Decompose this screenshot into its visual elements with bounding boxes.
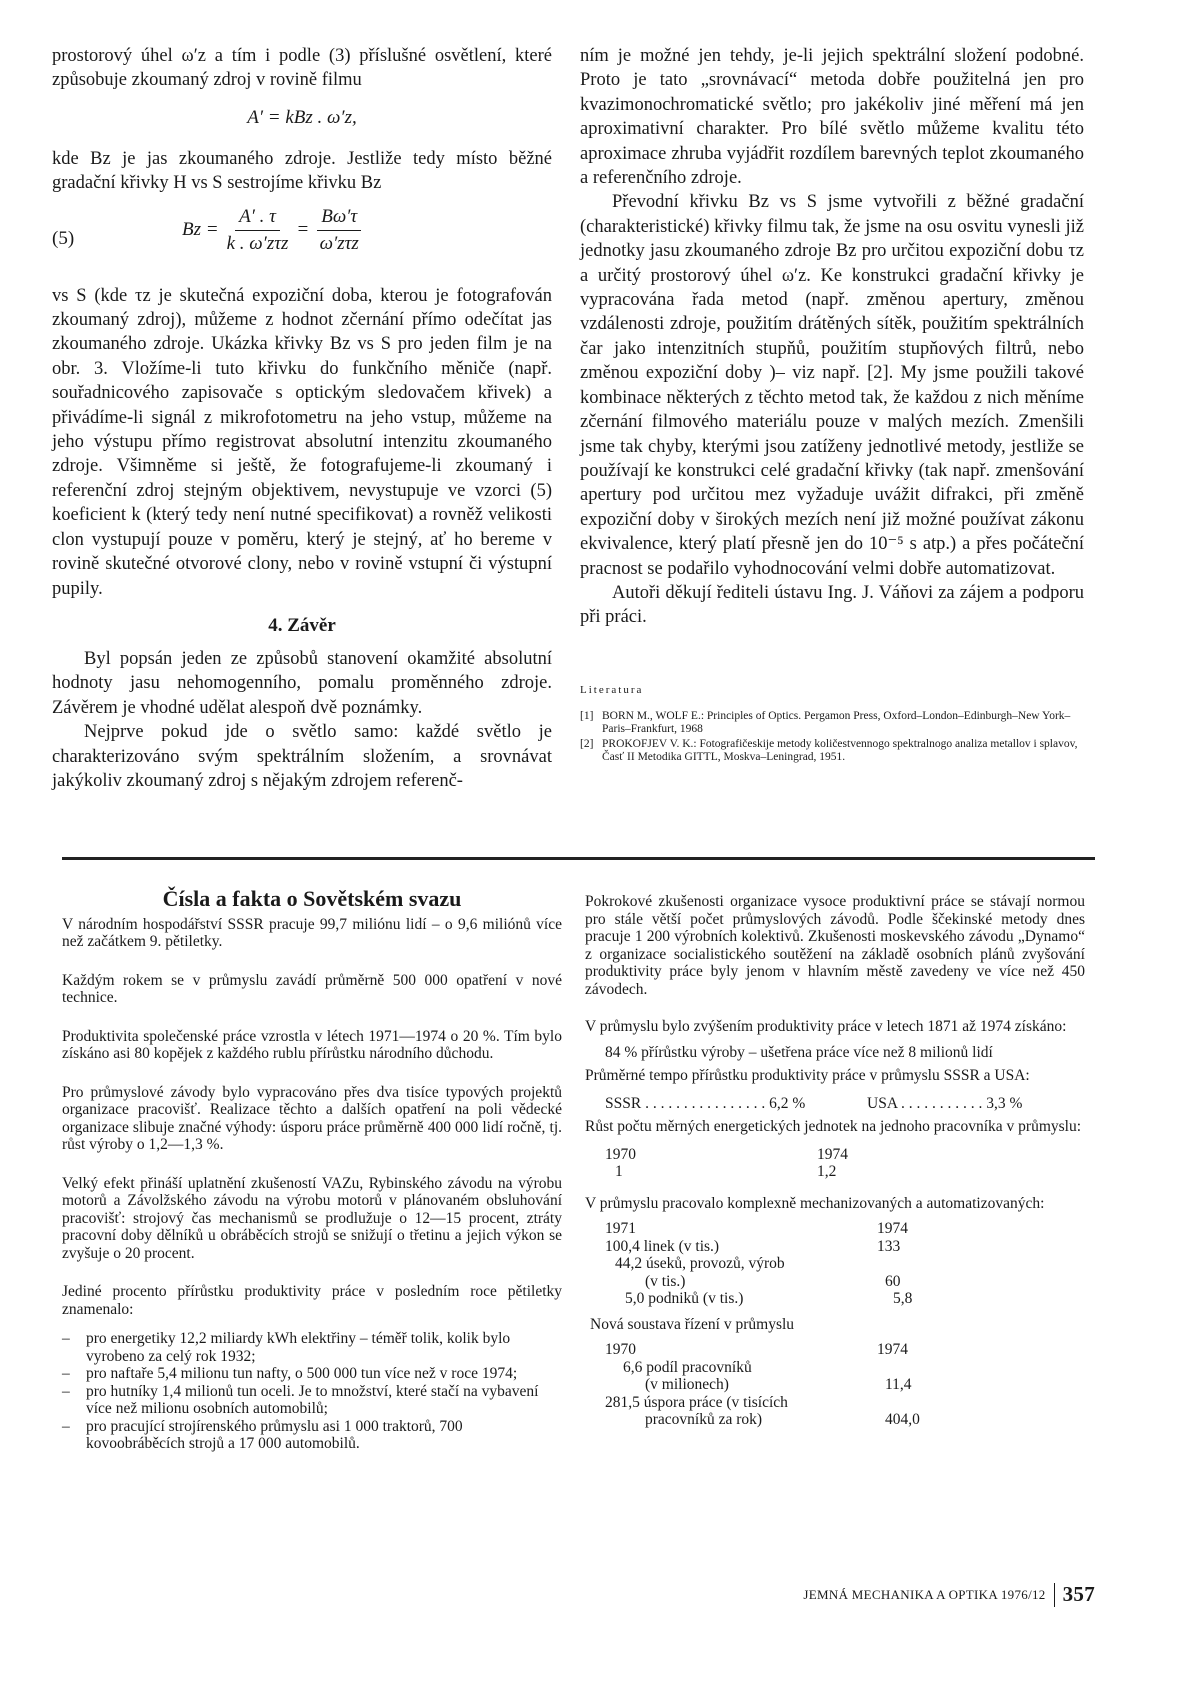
- dash-marker: –: [62, 1417, 70, 1435]
- rates-row: [605, 1095, 1085, 1113]
- paragraph: Průměrné tempo přírůstku produktivity práce v průmyslu SSSR a USA:: [585, 1067, 1030, 1084]
- table-cell: 1974: [817, 1145, 848, 1163]
- rate-sssr: SSSR . . . . . . . . . . . . . . . . 6,2 %: [605, 1094, 806, 1112]
- dash-marker: –: [62, 1365, 70, 1382]
- paragraph: Byl popsán jeden ze způsobů stanovení okamžité absolutní hodnoty jasu nehomogenního, pomalu proměnného zdroje. Závěrem je vhodné udělat alespoň dvě poznámky.: [52, 648, 552, 718]
- table-cell: 1971: [605, 1220, 636, 1237]
- reference-item: [580, 710, 1084, 736]
- table-cell: 5,0 podniků (v tis.): [625, 1290, 744, 1307]
- reference-text: BORN M., WOLF E.: Principles of Optics. Pergamon Press, Oxford–London–Edinburgh–New York–Paris–Frankfurt, 1968: [602, 709, 1071, 735]
- equals-sign: =: [296, 219, 310, 241]
- table-cell: 281,5 úspora práce (v tisících: [605, 1393, 788, 1411]
- fraction-numerator: Bω′τ: [317, 206, 361, 231]
- dash-marker: –: [62, 1382, 70, 1400]
- journal-name: JEMNÁ MECHANIKA A OPTIKA 1976/12: [803, 1586, 1046, 1602]
- bullet-text: pro hutníky 1,4 milionů tun oceli. Je to množství, které stačí na vybavení více než milionu osobních automobilů;: [86, 1382, 539, 1417]
- reference-number: [2]: [580, 737, 594, 750]
- table-row: [645, 1376, 1085, 1394]
- section-title: 4. Závěr: [268, 614, 336, 636]
- table-row: [605, 1238, 1085, 1256]
- horizontal-divider: [62, 857, 1095, 860]
- fraction-numerator: A′ . τ: [235, 206, 280, 231]
- paragraph: Produktivita společenské práce vzrostla v létech 1971—1974 o 20 %. Tím bylo získáno asi 80 kopějek z každého rublu přírůstku národního důchodu.: [62, 1027, 562, 1062]
- reference-number: [1]: [580, 709, 594, 722]
- table-row: [605, 1146, 1085, 1164]
- table-cell: 1974: [877, 1220, 908, 1237]
- bullet-item: [62, 1418, 562, 1453]
- bullet-item: [62, 1383, 562, 1418]
- table-row: [645, 1273, 1085, 1291]
- left-upper-column: [52, 44, 552, 793]
- table-row: [605, 1341, 1085, 1359]
- table-row: [645, 1411, 1085, 1429]
- fraction-denominator: ω′zτz: [319, 232, 359, 254]
- paragraph: V národním hospodářství SSSR pracuje 99,7 miliónu lidí – o 9,6 miliónů více než začátkem 9. pětiletky.: [62, 915, 562, 950]
- table-cell: 404,0: [885, 1411, 920, 1428]
- footer-separator: [1054, 1583, 1055, 1607]
- paragraph: Pro průmyslové závody bylo vypracováno přes dva tisíce typových projektů organizace pracovišť. Realizace těchto a dalších opatření na poli vědecké organizace slibuje značné výhody: úsporu práce průměrně 400 000 lidí ročně, tj. růst výroby o 1,2—1,3 %.: [62, 1083, 562, 1153]
- paragraph: 84 % přírůstku výroby – ušetřena práce více než 8 milionů lidí: [605, 1043, 993, 1061]
- bullet-text: pro pracující strojírenského průmyslu asi 1 000 traktorů, 700 kovoobráběcích strojů a 17 000 automobilů.: [86, 1417, 463, 1452]
- table-cell: (v milionech): [645, 1376, 729, 1393]
- table-row: [615, 1163, 1085, 1181]
- right-upper-column: [580, 44, 1084, 766]
- table-cell: 11,4: [885, 1376, 912, 1393]
- table-cell: 100,4 linek (v tis.): [605, 1237, 720, 1255]
- fraction: [227, 206, 289, 255]
- paragraph: Nová soustava řízení v průmyslu: [590, 1315, 795, 1333]
- paragraph: kde Bz je jas zkoumaného zdroje. Jestliže tedy místo běžné gradační křivky H vs S sestrojíme křivku Bz: [52, 148, 552, 194]
- paragraph: Jediné procento přírůstku produktivity práce v posledním roce pětiletky znamenalo:: [62, 1283, 562, 1318]
- table-cell: 5,8: [893, 1290, 913, 1307]
- paragraph: Autoři děkují řediteli ústavu Ing. J. Váňovi za zájem a podporu při práci.: [580, 582, 1084, 628]
- bullet-text: pro energetiky 12,2 miliardy kWh elektřiny – téměř tolik, kolik bylo vyrobeno za celý rok 1932;: [86, 1330, 511, 1365]
- paragraph: V průmyslu pracovalo komplexně mechanizovaných a automatizovaných:: [585, 1194, 1045, 1212]
- paragraph: ním je možné jen tehdy, je-li jejich spektrální složení podobné. Proto je tato „srovnávací“ metoda dobře použitelná jen pro kvazimonochromatické světlo; pro jakékoliv jiné měření má jen aproximativní charakter. Pro bílé světlo můžeme kvalitu této aproximace zhruba vyjádřit rozdílem barevných teplot zkoumaného a referenčního zdroje.: [580, 46, 1084, 189]
- page-number: 357: [1062, 1582, 1095, 1606]
- paragraph: Pokrokové zkušenosti organizace vysoce produktivní práce se stávají normou pro stále větší počet průmyslových závodů. Podle ščekinské metody dnes pracuje 1 200 výrobních kolektivů. Zkušenosti moskevského závodu „Dynamo“ z organizace socialistického soutěžení na základě osobních plánů zvyšování produktivity práce byly jenom v hlavním městě zavedeny ve více než 450 závodech.: [585, 893, 1085, 998]
- paragraph: Nejprve pokud jde o světlo samo: každé světlo je charakterizováno svým spektrálním složením, a srovnávat jakýkoliv zkoumaný zdroj s nějakým zdrojem referenč-: [52, 722, 552, 791]
- dash-marker: –: [62, 1330, 70, 1347]
- reference-text: PROKOFJEV V. K.: Fotografičeskije metody količestvennogo spektralnogo analiza metallov i splavov, Časť II Metodika GITTL, Moskva–Leningrad, 1951.: [602, 737, 1078, 763]
- table-row: [605, 1220, 1085, 1238]
- literature-heading: Literatura: [580, 683, 644, 696]
- table-cell: (v tis.): [645, 1272, 686, 1290]
- table-cell: 1974: [877, 1341, 908, 1358]
- page-footer: [803, 1582, 1095, 1607]
- paragraph: vs S (kde τz je skutečná expoziční doba, kterou je fotografován zkoumaný zdroj), můžeme z hodnot zčernání přímo odečítat jas zkoumaného zdroje. Ukázka křivky Bz vs S pro jeden film je na obr. 3. Vložíme-li tuto křivku do funkčního měniče (např. souřadnicového zapisovače s optickým sledovačem křivek) a přivádíme-li signál z mikrofotometru na jeho vstup, můžeme na jeho výstupu přímo registrovat absolutní intenzitu zkoumaného zdroje. Všimněme si ještě, že fotografujeme-li zkoumaný i referenční zdroj stejným objektivem, nevystupuje ve vzorci (5) koeficient k (který tedy není nutné specifikovat) a rovněž velikosti clon vystupují pouze v poměru, který je stejný, ať ho bereme v rovině skutečné otvorové clony, nebo v rovině vstupní či výstupní pupily.: [52, 285, 552, 599]
- paragraph: Růst počtu měrných energetických jednotek na jednoho pracovníka v průmyslu:: [585, 1118, 1082, 1135]
- bullet-text: pro naftaře 5,4 milionu tun nafty, o 500 000 tun více než v roce 1974;: [86, 1365, 518, 1382]
- table-cell: 1970: [605, 1145, 636, 1163]
- rate-usa: USA . . . . . . . . . . . 3,3 %: [867, 1094, 1023, 1112]
- facts-right-column: [585, 893, 1085, 1429]
- equation-4: A′ = kBz . ω′z,: [247, 106, 357, 128]
- table-cell: 1: [615, 1163, 623, 1180]
- facts-left-column: [62, 886, 562, 1453]
- table-cell: 6,6 podíl pracovníků: [623, 1358, 752, 1376]
- equation-lhs: Bz =: [182, 219, 219, 241]
- equation-number: (5): [52, 227, 75, 249]
- paragraph: Velký efekt přináší uplatnění zkušeností VAZu, Rybinského závodu na výrobu motorů a Závolžského závodu na výrobu motorů v plánovaném obsluhování pracovišť: strojový čas mechanismů se prodlužuje o 12—15 procent, ztráty pracovní doby dělníků u obráběcích strojů se snižují o třetinu a jejich výkon se zvyšuje o 20 procent.: [62, 1174, 562, 1262]
- box-title: Čísla a fakta o Sovětském svazu: [162, 886, 462, 911]
- equation-5: [52, 206, 552, 270]
- paragraph: prostorový úhel ω′z a tím i podle (3) příslušné osvětlení, které způsobuje zkoumaný zdroj v rovině filmu: [52, 46, 552, 91]
- fraction: [317, 206, 361, 255]
- table-cell: 133: [877, 1237, 901, 1255]
- table-cell: 44,2 úseků, provozů, výrob: [615, 1255, 785, 1272]
- paragraph: Každým rokem se v průmyslu zavádí průměrně 500 000 opatření v nové technice.: [62, 971, 562, 1006]
- fraction-denominator: k . ω′zτz: [226, 232, 289, 254]
- table-cell: pracovníků za rok): [645, 1411, 763, 1428]
- equation-body: [182, 206, 361, 255]
- bullet-item: [62, 1330, 562, 1365]
- table-cell: 1,2: [817, 1163, 837, 1180]
- paragraph: V průmyslu bylo zvýšením produktivity práce v letech 1871 až 1974 získáno:: [585, 1018, 1067, 1035]
- table-cell: 60: [885, 1272, 901, 1290]
- bullet-item: [62, 1365, 562, 1383]
- table-row: [625, 1290, 1085, 1308]
- reference-item: [580, 738, 1084, 764]
- table-cell: 1970: [605, 1341, 636, 1358]
- paragraph: Převodní křivku Bz vs S jsme vytvořili z běžné gradační (charakteristické) křivky filmu tak, že jsme na osu osvitu vynesli již jednotky jasu zkoumaného zdroje Bz pro určitou expoziční dobu τz a určitý prostorový úhel ω′z. Ke konstrukci gradační křivky je vypracována řada metod (např. změnou apertury, změnou vzdálenosti zdroje, použitím drátěných sítěk, použitím spektrálních čar jako intenzitních stupňů, použitím stupňových filtrů, nebo změnou expoziční doby )– viz např. [2]. My jsme použili takové kombinace některých z těchto metod tak, že každou z nich měníme zčernání filmového materiálu pouze v malých mezích. Zmenšili jsme tak chyby, kterými jsou zatíženy jednotlivé metody, jestliže se používají ke konstrukci celé gradační křivky (tak např. zmenšování apertury pod určitou mez vyžaduje uvážit difrakci, při změně expoziční doby v širokých mezích není již možné používat zákonu ekvivalence, který platí přesně jen do 10⁻⁵ s atp.) a přes počáteční pracnost se podařilo vyhodnocování velmi dobře automatizovat.: [580, 192, 1084, 579]
